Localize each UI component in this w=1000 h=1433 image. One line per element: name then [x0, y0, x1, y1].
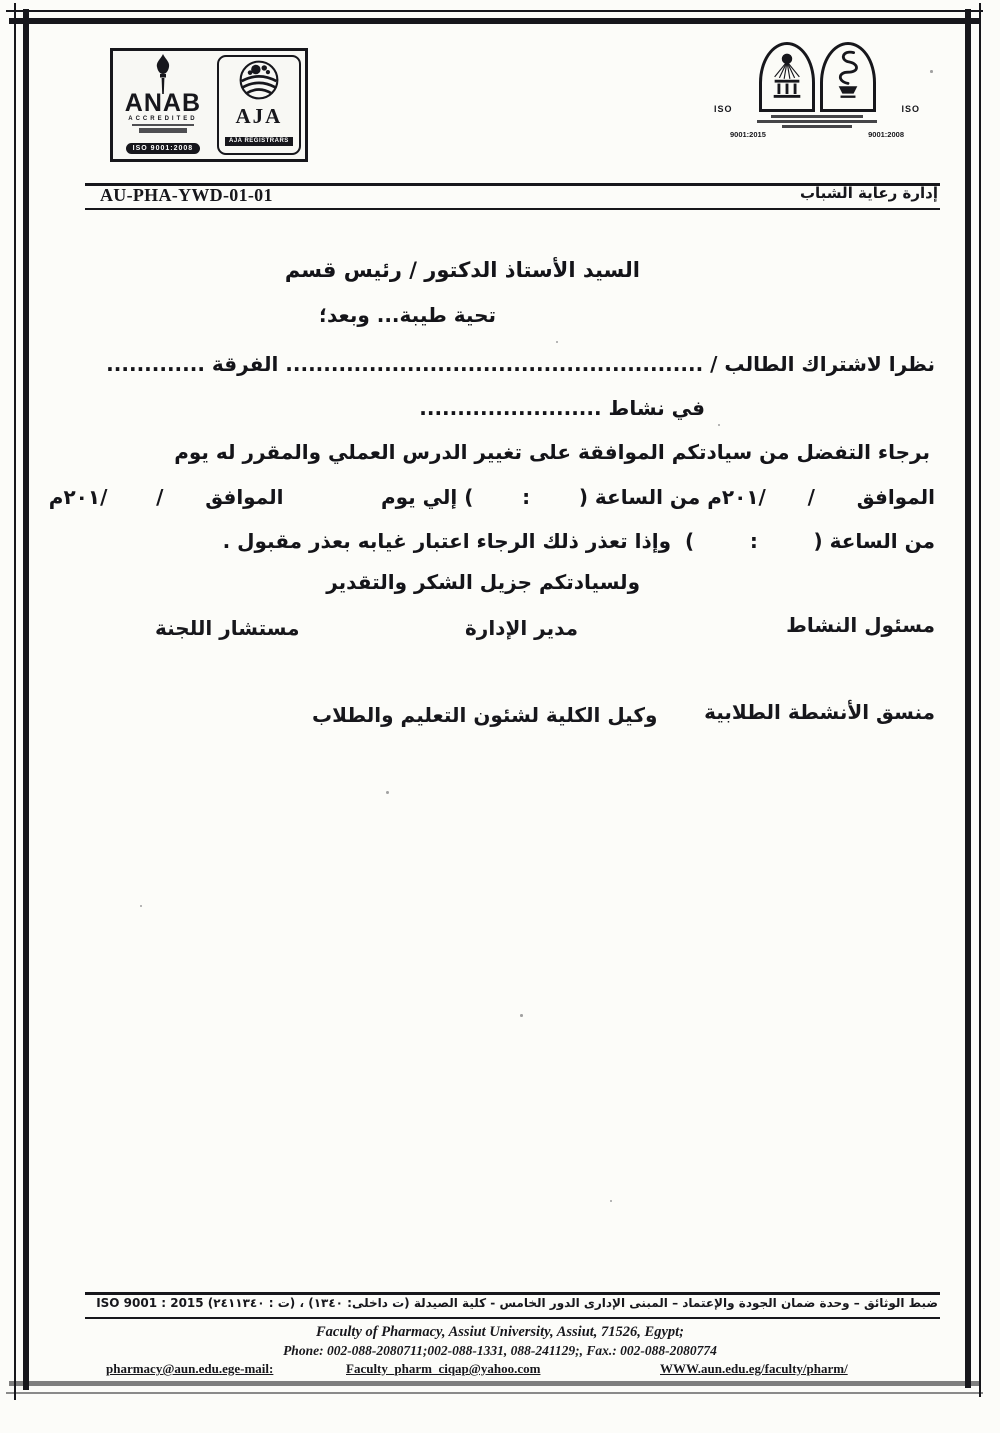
scan-speck — [140, 905, 142, 907]
thanks-line: ولسيادتكم جزيل الشكر والتقدير — [326, 570, 640, 594]
scan-speck — [556, 341, 558, 343]
signature-student-activities-coordinator: منسق الأنشطة الطلابية — [704, 700, 935, 724]
anab-iso-badge: ISO 9001:2008 — [126, 143, 200, 154]
footer-rule-top — [85, 1292, 940, 1295]
anab-logo — [113, 51, 213, 159]
assiut-university-emblem — [759, 42, 815, 112]
frame-inner-bottom — [9, 1381, 979, 1386]
snake-cup-icon — [829, 47, 867, 107]
scan-speck — [520, 1014, 523, 1017]
scan-speck — [718, 424, 720, 426]
aja-wordmark: AJA — [235, 104, 283, 128]
footer-rule-bottom — [85, 1317, 940, 1319]
accreditation-logo-box — [110, 48, 308, 162]
request-line: برجاء التفضل من سيادتكم الموافقة على تغيير الدرس العملي والمقرر له يوم — [174, 440, 930, 464]
student-name-blank-line: نظرا لاشتراك الطالب / ....................................................... الفرقة ............. — [106, 352, 935, 376]
frame-outer-top — [6, 10, 983, 12]
seal-cert-left: 9001:2015 — [730, 129, 766, 139]
seal-caption-line — [782, 125, 852, 128]
signature-committee-advisor: مستشار اللجنة — [155, 616, 300, 640]
anab-decor-bar — [139, 128, 187, 133]
frame-inner-left — [23, 9, 29, 1390]
anab-decor-line — [132, 124, 194, 126]
faculty-website-link: WWW.aun.edu.eg/faculty/pharm/ — [660, 1361, 848, 1376]
salutation-line: السيد الأستاذ الدكتور / رئيس قسم — [284, 258, 640, 282]
frame-outer-bottom — [6, 1392, 983, 1394]
frame-outer-left — [14, 3, 16, 1400]
faculty-email-link: pharmacy@aun.edu.ege-mail: — [106, 1361, 274, 1376]
frame-inner-top — [9, 18, 979, 24]
signature-activity-officer: مسئول النشاط — [786, 613, 935, 637]
scan-speck — [386, 791, 389, 794]
activity-blank-line: في نشاط ........................ — [419, 396, 705, 420]
aja-registrars-badge: AJA REGISTRARS — [225, 137, 293, 146]
iso-right-label: ISO — [901, 104, 920, 114]
seal-caption-line — [771, 115, 863, 118]
sun-rays-icon — [768, 48, 806, 106]
document-code: AU-PHA-YWD-01-01 — [100, 185, 273, 205]
signature-vice-dean: وكيل الكلية لشئون التعليم والطلاب — [312, 703, 658, 727]
header-rule-bottom — [85, 208, 940, 210]
ciqap-email-link: Faculty_pharm_ciqap@yahoo.com — [346, 1361, 541, 1376]
anab-wordmark: ANAB — [124, 89, 202, 117]
faculty-phone-fax: Phone: 002-088-2080711;002-088-1331, 088-241129;, Fax.: 002-088-2080774 — [283, 1343, 717, 1358]
document-control-line: ضبط الوثائق – وحدة ضمان الجودة والإعتماد – المبنى الإدارى الدور الخامس - كلية الصيدلة (ت داخلى: ١٣٤٠) ، (ت : ٢٤١١٣٤٠) ISO 9001 : 2015 — [96, 1296, 938, 1310]
frame-inner-right — [965, 9, 971, 1388]
frame-outer-right — [979, 3, 981, 1397]
anab-accredited-label: ACCREDITED — [128, 116, 198, 122]
faculty-address: Faculty of Pharmacy, Assiut University, Assiut, 71526, Egypt; — [315, 1324, 684, 1340]
aja-logo — [217, 55, 301, 155]
university-seal — [712, 42, 922, 139]
date-blanks-line: الموافق / /٢٠١م من الساعة ( : ) إلي يوم الموافق / /٢٠١م — [48, 485, 935, 509]
hour-blanks-line: من الساعة ( : ) وإذا تعذر ذلك الرجاء اعتبار غيابه بعذر مقبول . — [222, 529, 935, 553]
department-title: إدارة رعاية الشباب — [799, 184, 938, 202]
globe-icon — [238, 86, 280, 105]
pharmacy-emblem — [820, 42, 876, 112]
iso-left-label: ISO — [714, 104, 733, 114]
greeting-line: تحية طيبة... وبعد؛ — [318, 303, 496, 327]
scan-speck — [610, 1200, 612, 1202]
seal-caption-line — [757, 120, 877, 123]
seal-cert-right: 9001:2008 — [868, 129, 904, 139]
scan-speck — [930, 70, 933, 73]
signature-admin-director: مدير الإدارة — [465, 616, 579, 640]
